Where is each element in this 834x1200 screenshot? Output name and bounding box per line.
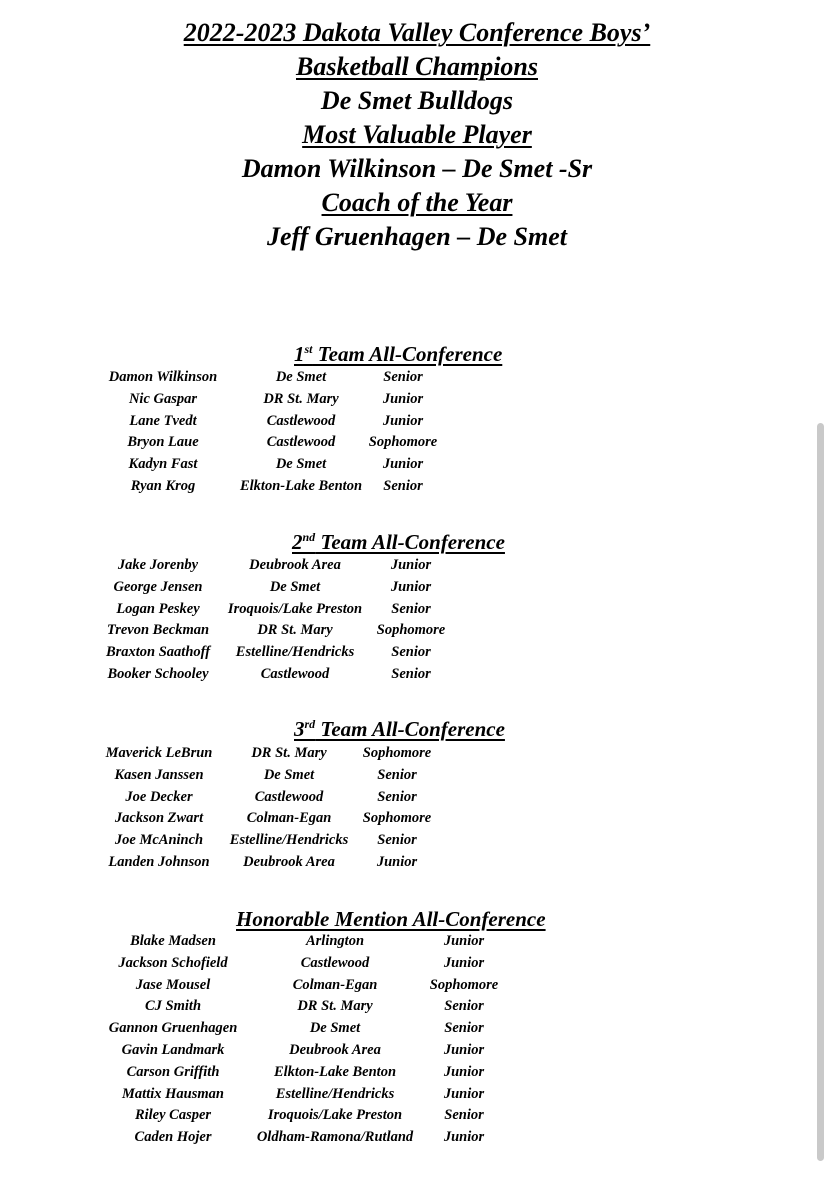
player-school: Castlewood [300,954,370,971]
player-row [0,830,834,852]
first-team-ordinal: 1 [294,342,305,366]
player-class: Junior [382,412,424,429]
player-class: Junior [443,1129,485,1146]
title-line-2: Basketball Champions [296,52,538,81]
player-name: Landen Johnson [108,853,210,870]
honorable-mention-heading: Honorable Mention All-Conference [236,907,546,931]
player-name: Joe McAninch [114,832,204,849]
player-class: Junior [443,1063,485,1080]
player-school: De Smet [263,766,315,783]
mvp-label: Most Valuable Player [302,120,532,149]
vertical-scrollbar[interactable] [817,423,824,1161]
player-class: Senior [391,644,431,661]
player-name: Blake Madsen [130,933,216,949]
title-line-1: 2022-2023 Dakota Valley Conference Boys’ [183,18,651,47]
player-name: CJ Smith [144,998,202,1015]
player-name: Braxton Saathoff [105,644,211,661]
player-name: Maverick LeBrun [105,745,213,761]
honorable-mention-roster [0,931,834,1149]
player-name: Ryan Krog [130,477,196,494]
player-class: Senior [444,1107,484,1124]
player-school: De Smet [275,456,327,473]
third-team-title: Team All-Conference [315,717,505,741]
player-school: Estelline/Hendricks [235,644,355,661]
player-row [0,931,834,953]
player-row [0,765,834,787]
player-row [0,664,834,686]
player-school: DR St. Mary [257,622,333,639]
player-school: De Smet [275,369,327,385]
player-class: Senior [383,477,423,494]
player-school: Iroquois/Lake Preston [227,600,363,617]
player-class: Sophomore [429,976,499,993]
second-team-roster [0,555,834,686]
player-name: Kadyn Fast [128,456,198,473]
player-name: Jackson Zwart [114,810,204,827]
player-school: Deubrook Area [243,853,335,870]
player-class: Junior [390,557,432,573]
player-school: Arlington [305,933,365,949]
player-class: Senior [391,665,431,682]
first-team-heading [294,341,502,367]
player-row [0,1105,834,1127]
champion-team: De Smet Bulldogs [320,86,514,115]
player-name: Mattix Hausman [122,1085,224,1102]
player-name: Lane Tvedt [129,412,197,429]
player-school: Elkton-Lake Benton [273,1063,397,1080]
player-name: George Jensen [113,578,203,595]
player-class: Sophomore [368,434,438,451]
second-team-heading [292,529,505,555]
player-class: Sophomore [362,745,432,761]
player-class: Junior [443,954,485,971]
player-class: Senior [377,788,417,805]
third-team-suffix: rd [304,717,316,731]
player-name: Joe Decker [125,788,193,805]
player-school: DR St. Mary [251,745,327,761]
player-row [0,743,834,765]
player-school: Colman-Egan [246,810,332,827]
player-row [0,367,834,389]
player-row [0,1018,834,1040]
player-row [0,852,834,874]
player-row [0,953,834,975]
mvp-name: Damon Wilkinson – De Smet -Sr [241,154,593,183]
player-row [0,555,834,577]
player-school: Castlewood [254,788,324,805]
player-school: Elkton-Lake Benton [239,477,363,494]
player-row [0,389,834,411]
player-class: Sophomore [362,810,432,827]
player-class: Junior [390,578,432,595]
second-team-suffix: nd [302,530,316,544]
player-name: Carson Griffith [126,1063,220,1080]
document-header [0,16,834,254]
player-class: Senior [377,766,417,783]
player-class: Senior [444,998,484,1015]
player-row [0,411,834,433]
player-row [0,787,834,809]
player-school: Oldham-Ramona/Rutland [256,1129,414,1146]
player-school: DR St. Mary [263,390,339,407]
player-row [0,996,834,1018]
player-name: Caden Hojer [134,1129,212,1146]
player-class: Junior [376,853,418,870]
first-team-roster [0,367,834,498]
player-row [0,1127,834,1149]
player-class: Junior [382,390,424,407]
first-team-title: Team All-Conference [312,342,503,366]
second-team-ordinal: 2 [292,530,303,554]
player-school: Deubrook Area [289,1041,381,1058]
player-school: Estelline/Hendricks [275,1085,395,1102]
player-school: Deubrook Area [249,557,341,573]
player-name: Jase Mousel [135,976,211,993]
player-school: De Smet [269,578,321,595]
player-name: Damon Wilkinson [108,369,218,385]
player-row [0,808,834,830]
player-name: Gannon Gruenhagen [108,1020,238,1037]
player-class: Sophomore [376,622,446,639]
player-row [0,1040,834,1062]
player-name: Riley Casper [134,1107,212,1124]
player-row [0,577,834,599]
player-class: Senior [383,369,423,385]
player-row [0,599,834,621]
player-class: Junior [382,456,424,473]
player-row [0,975,834,997]
player-name: Booker Schooley [107,665,209,682]
player-row [0,620,834,642]
player-name: Kasen Janssen [114,766,204,783]
player-name: Jake Jorenby [117,557,199,573]
player-school: Colman-Egan [292,976,378,993]
player-class: Senior [391,600,431,617]
player-class: Junior [443,1085,485,1102]
player-school: Estelline/Hendricks [229,832,349,849]
player-class: Junior [443,933,485,949]
player-school: Castlewood [266,434,336,451]
coach-label: Coach of the Year [321,188,513,217]
player-school: Castlewood [266,412,336,429]
player-class: Junior [443,1041,485,1058]
player-class: Senior [377,832,417,849]
player-school: De Smet [309,1020,361,1037]
player-row [0,476,834,498]
player-name: Logan Peskey [116,600,200,617]
player-name: Jackson Schofield [118,954,228,971]
third-team-heading [294,716,505,742]
third-team-ordinal: 3 [294,717,305,741]
player-row [0,432,834,454]
player-school: Castlewood [260,665,330,682]
player-school: DR St. Mary [297,998,373,1015]
player-name: Gavin Landmark [121,1041,225,1058]
third-team-roster [0,743,834,874]
player-class: Senior [444,1020,484,1037]
player-name: Trevon Beckman [106,622,210,639]
player-row [0,454,834,476]
coach-name: Jeff Gruenhagen – De Smet [267,222,567,251]
player-name: Bryon Laue [127,434,199,451]
player-name: Nic Gaspar [128,390,198,407]
player-row [0,1062,834,1084]
player-row [0,1084,834,1106]
player-row [0,642,834,664]
second-team-title: Team All-Conference [315,530,505,554]
first-team-suffix: st [304,342,313,356]
player-school: Iroquois/Lake Preston [267,1107,403,1124]
